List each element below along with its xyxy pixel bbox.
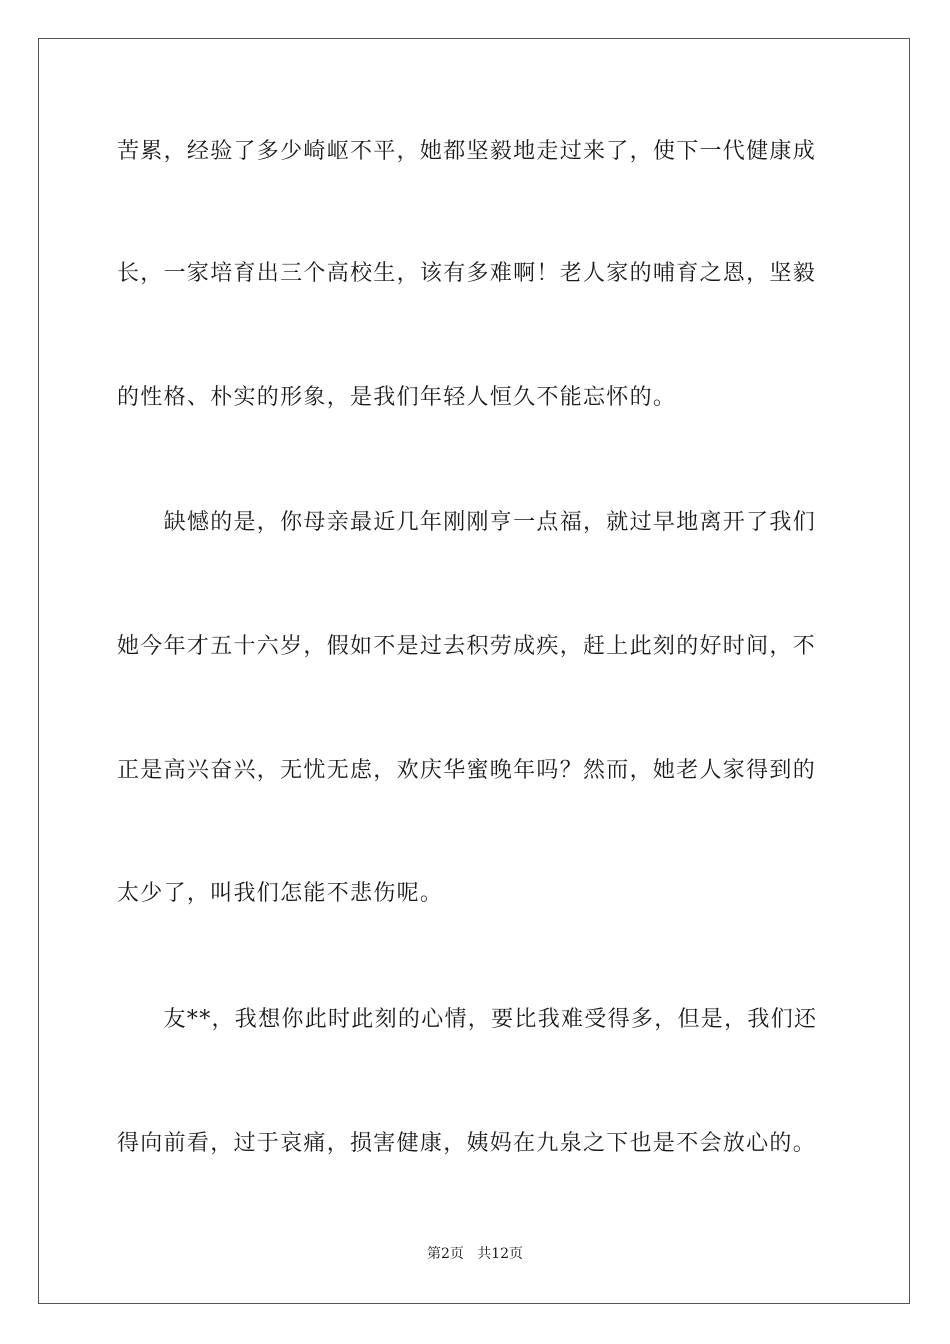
page-number-footer: 第2页 共12页 bbox=[426, 1246, 524, 1262]
text-line-4: 缺憾的是，你母亲最近几年刚刚亨一点福，就过早地离开了我们 bbox=[117, 510, 817, 535]
text-line-5: 她今年才五十六岁，假如不是过去积劳成疾，赶上此刻的好时间，不 bbox=[117, 634, 817, 659]
page-border bbox=[38, 38, 910, 1304]
text-line-2: 长，一家培育出三个高校生，该有多难啊！老人家的哺育之恩，坚毅 bbox=[117, 261, 817, 286]
text-line-8: 友**，我想你此时此刻的心情，要比我难受得多，但是，我们还 bbox=[117, 1007, 818, 1032]
text-line-6: 正是高兴奋兴，无忧无虑，欢庆华蜜晚年吗？然而，她老人家得到的 bbox=[117, 758, 817, 783]
text-line-9: 得向前看，过于哀痛，损害健康，姨妈在九泉之下也是不会放心的。 bbox=[117, 1131, 817, 1156]
text-line-7: 太少了，叫我们怎能不悲伤呢。 bbox=[117, 881, 444, 906]
text-line-1: 苦累，经验了多少崎岖不平，她都坚毅地走过来了，使下一代健康成 bbox=[117, 139, 817, 164]
text-line-3: 的性格、朴实的形象，是我们年轻人恒久不能忘怀的。 bbox=[117, 385, 677, 410]
